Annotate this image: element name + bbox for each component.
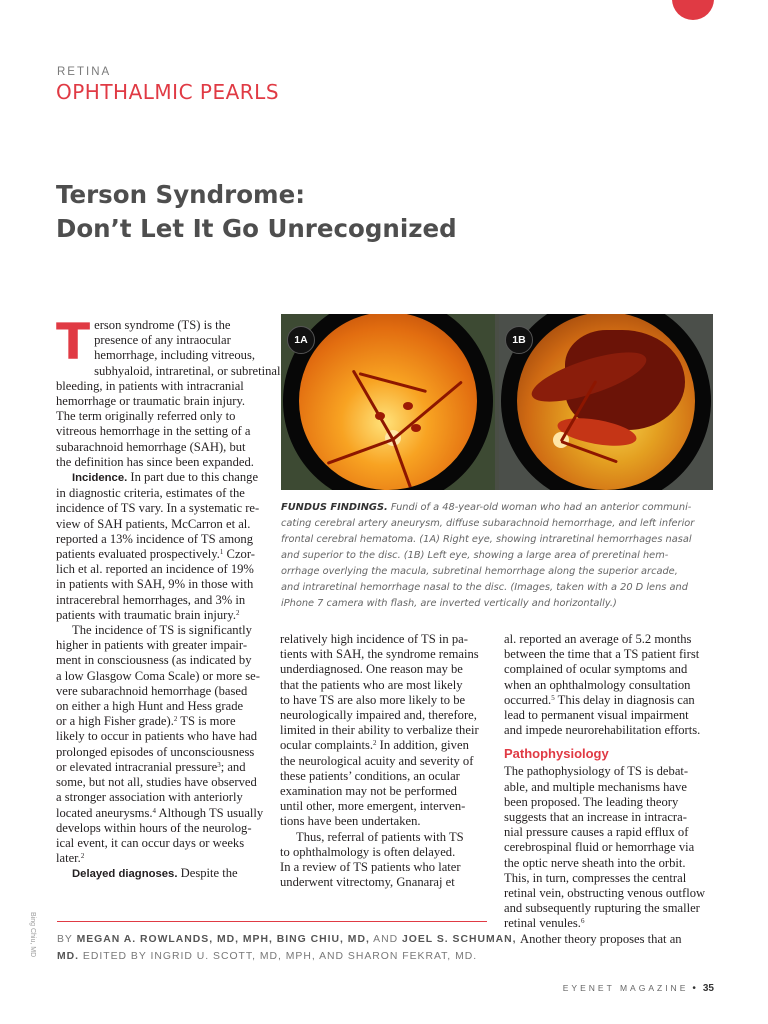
editors: EDITED BY INGRID U. SCOTT, MD, MPH, AND SHARON FEKRAT, MD.	[79, 951, 478, 962]
body-line: prolonged episodes of unconsciousness	[56, 744, 255, 759]
body-line: on either a high Hunt and Hess grade	[56, 699, 244, 714]
caption-line: orrhage overlying the macula, subretinal hemorrhage along the superior arcade,	[281, 566, 678, 577]
intraretinal-hemorrhage	[403, 402, 413, 410]
body-line: when an ophthalmology consultation	[504, 677, 691, 692]
caption-line: cating cerebral artery aneurysm, diffuse subarachnoid hemorrhage, and left inferior	[281, 518, 695, 529]
footnote-ref: 2	[173, 715, 178, 724]
figure-label-1a: 1A	[287, 326, 315, 354]
body-line: neurologically impaired and, therefore,	[280, 708, 477, 723]
body-line: hemorrhage or traumatic brain injury.	[56, 394, 246, 409]
footnote-ref: 4	[152, 806, 157, 815]
body-line: able, and multiple mechanisms have	[504, 779, 687, 794]
body-line: ocular complaints.$^2$ In addition, given	[280, 738, 469, 753]
body-line: bleeding, in patients with intracranial	[56, 378, 244, 393]
body-line: The pathophysiology of TS is debat-	[504, 764, 689, 779]
body-line: complained of ocular symptoms and	[504, 662, 688, 677]
body-line: nial pressure causes a rapid efflux of	[504, 825, 689, 840]
body-line: intracerebral hemorrhages, and 3% in	[56, 592, 246, 607]
body-line: retinal venules.$^6$	[504, 916, 585, 931]
body-line: subarachnoid hemorrhage (SAH), but	[56, 439, 246, 454]
body-line: The term originally referred only to	[56, 409, 236, 424]
body-line: higher in patients with greater impair-	[56, 638, 248, 653]
intraretinal-hemorrhage	[411, 424, 421, 432]
body-line: relatively high incidence of TS in pa-	[280, 632, 468, 646]
byline-line	[57, 948, 497, 965]
body-line: ment in consciousness (as indicated by	[56, 653, 252, 668]
retina-image	[517, 314, 695, 490]
body-line: lead to permanent visual impairment	[504, 708, 689, 723]
caption-line: and intraretinal hemorrhage nasal to the disc. (Images, taken with a 20 D lens and	[281, 582, 688, 593]
body-line: Delayed diagnoses. Despite the	[72, 866, 238, 881]
footnote-ref: 5	[551, 693, 555, 702]
body-line: examination may not be performed	[280, 784, 457, 799]
retinal-vessel	[392, 381, 463, 441]
body-line: Another theory proposes that an	[520, 931, 682, 946]
footnote-ref: 1	[219, 548, 224, 557]
body-line: Incidence. In part due to this change	[72, 470, 259, 485]
body-line: that the patients who are most likely	[280, 677, 463, 692]
body-column-2	[280, 632, 484, 890]
body-line: later.$^2$	[56, 851, 85, 866]
body-line: erson syndrome (TS) is the	[94, 318, 231, 332]
body-line: incidence of TS vary. In a systematic re-	[56, 501, 260, 516]
body-line: the definition has since been expanded.	[56, 454, 254, 469]
intraretinal-hemorrhage	[375, 412, 385, 420]
photo-credit-text: Bing Chiu, MD	[29, 912, 36, 958]
body-line: been proposed. The leading theory	[504, 794, 679, 809]
run-in-heading: Delayed diagnoses.	[72, 868, 178, 881]
section-label: RETINA	[57, 66, 112, 78]
byline-rule	[57, 921, 487, 922]
fundus-figure	[281, 314, 713, 490]
body-line: In a review of TS patients who later	[280, 860, 461, 875]
caption-line: and superior to the disc. (1B) Left eye, showing a large area of preretinal hem-	[281, 550, 669, 561]
body-line: to ophthalmology is often delayed.	[280, 844, 456, 859]
body-line: the optic nerve sheath into the orbit.	[504, 855, 686, 870]
retina-image	[299, 314, 477, 490]
corner-tab-circle	[672, 0, 714, 20]
body-line: hemorrhage, including vitreous,	[94, 348, 255, 363]
body-line: in patients with SAH, 9% in those with	[56, 577, 254, 592]
body-line: some, but not all, studies have observed	[56, 775, 257, 790]
body-line: likely to occur in patients who have had	[56, 729, 258, 744]
body-line: in diagnostic criteria, estimates of the	[56, 486, 245, 501]
body-line: subhyaloid, intraretinal, or subretinal	[94, 363, 281, 378]
footnote-ref: 2	[373, 739, 377, 748]
department-title: OPHTHALMIC PEARLS	[56, 80, 280, 104]
body-line: lich et al. reported an incidence of 19%	[56, 562, 254, 577]
body-line: reported a 13% incidence of TS among	[56, 531, 254, 546]
body-line: tients with SAH, the syndrome remains	[280, 647, 479, 662]
body-line: develops within hours of the neurolog-	[56, 820, 252, 835]
body-line: vitreous hemorrhage in the setting of a	[56, 424, 251, 439]
footnote-ref: 3	[217, 760, 221, 769]
caption-line: FUNDUS FINDINGS. Fundi of a 48-year-old woman who had an anterior communi-	[281, 502, 692, 513]
section-heading-pathophysiology: Pathophysiology	[504, 746, 609, 762]
body-line: a low Glasgow Coma Scale) or more se-	[56, 668, 260, 683]
body-line: al. reported an average of 5.2 months	[504, 632, 692, 646]
article-title-line: Don’t Let It Go Unrecognized	[56, 214, 457, 243]
author-names: JOEL S. SCHUMAN,	[402, 934, 517, 945]
retinal-vessel	[327, 438, 394, 465]
byline	[57, 931, 517, 965]
body-line: located aneurysms.$^4$ Although TS usually	[56, 805, 264, 820]
body-line: between the time that a TS patient first	[504, 647, 700, 662]
body-line: and impede neurorehabilitation efforts.	[504, 723, 701, 738]
body-line: occurred.$^5$ This delay in diagnosis can	[504, 692, 695, 707]
body-line: suggests that an increase in intracra-	[504, 810, 687, 825]
run-in-heading: Incidence.	[72, 472, 128, 485]
body-line: tions have been undertaken.	[280, 814, 421, 829]
body-line: or a high Fisher grade).$^2$ TS is more	[56, 714, 236, 729]
body-line: to have TS are also more likely to be	[280, 692, 466, 707]
caption-line: iPhone 7 camera with flash, are inverted vertically and horizontally.)	[281, 598, 617, 609]
figure-label-1b: 1B	[505, 326, 533, 354]
body-line: view of SAH patients, McCarron et al.	[56, 516, 251, 531]
footnote-ref: 2	[80, 852, 85, 861]
body-line: This, in turn, compresses the central	[504, 870, 687, 885]
body-line: or elevated intracranial pressure$^3$; and	[56, 759, 246, 774]
body-line: cerebrospinal fluid or hemorrhage via	[504, 840, 695, 855]
body-line: until other, more emergent, interven-	[280, 799, 466, 814]
caption-head: FUNDUS FINDINGS.	[281, 502, 388, 513]
figure-caption	[281, 500, 713, 612]
body-line: limited in their ability to verbalize their	[280, 723, 479, 738]
retinal-vessel	[392, 439, 415, 490]
body-line: vere subarachnoid hemorrhage (based	[56, 683, 248, 698]
caption-line: frontal cerebral hematoma. (1A) Right eye, showing intraretinal hemorrhages nasal	[281, 534, 692, 545]
body-line: these patients’ conditions, an ocular	[280, 768, 460, 783]
fundus-photo-1b	[499, 314, 713, 490]
byline-line: BY MEGAN A. ROWLANDS, MD, MPH, BING CHIU, MD, AND JOEL S. SCHUMAN,	[57, 934, 517, 945]
retinal-vessel	[359, 372, 427, 393]
page-footer	[500, 983, 714, 994]
footnote-ref: 2	[236, 608, 240, 617]
body-line: patients with traumatic brain injury.$^2$	[56, 607, 240, 622]
body-line: underdiagnosed. One reason may be	[280, 662, 463, 677]
body-line: ical event, it can occur days or weeks	[56, 835, 245, 850]
body-column-1	[56, 313, 281, 883]
body-line: Thus, referral of patients with TS	[296, 829, 464, 844]
body-line: patients evaluated prospectively.$^1$ Czor-	[56, 547, 255, 562]
fundus-photo-1a	[281, 314, 495, 490]
body-line: The incidence of TS is significantly	[72, 623, 252, 638]
page-number: 35	[702, 983, 714, 994]
body-line: underwent vitrectomy, Gnanaraj et	[280, 875, 455, 890]
body-line: the neurological acuity and severity of	[280, 753, 474, 768]
author-names: MEGAN A. ROWLANDS, MD, MPH, BING CHIU, MD,	[76, 934, 370, 945]
body-line: a stronger association with anteriorly	[56, 790, 243, 805]
body-column-3	[504, 632, 716, 947]
body-line: and subsequently rupturing the smaller	[504, 901, 700, 916]
footer-separator: •	[692, 983, 699, 994]
article-title	[56, 178, 457, 246]
author-names: MD.	[57, 951, 80, 962]
footnote-ref: 6	[580, 917, 585, 926]
drop-cap: T	[56, 313, 91, 371]
article-title-line: Terson Syndrome:	[56, 180, 305, 209]
magazine-name: EYENET MAGAZINE	[562, 983, 689, 993]
body-line: presence of any intraocular	[94, 333, 231, 348]
photo-credit	[12, 912, 52, 964]
body-line: retinal vein, obstructing venous outflow	[504, 886, 706, 901]
